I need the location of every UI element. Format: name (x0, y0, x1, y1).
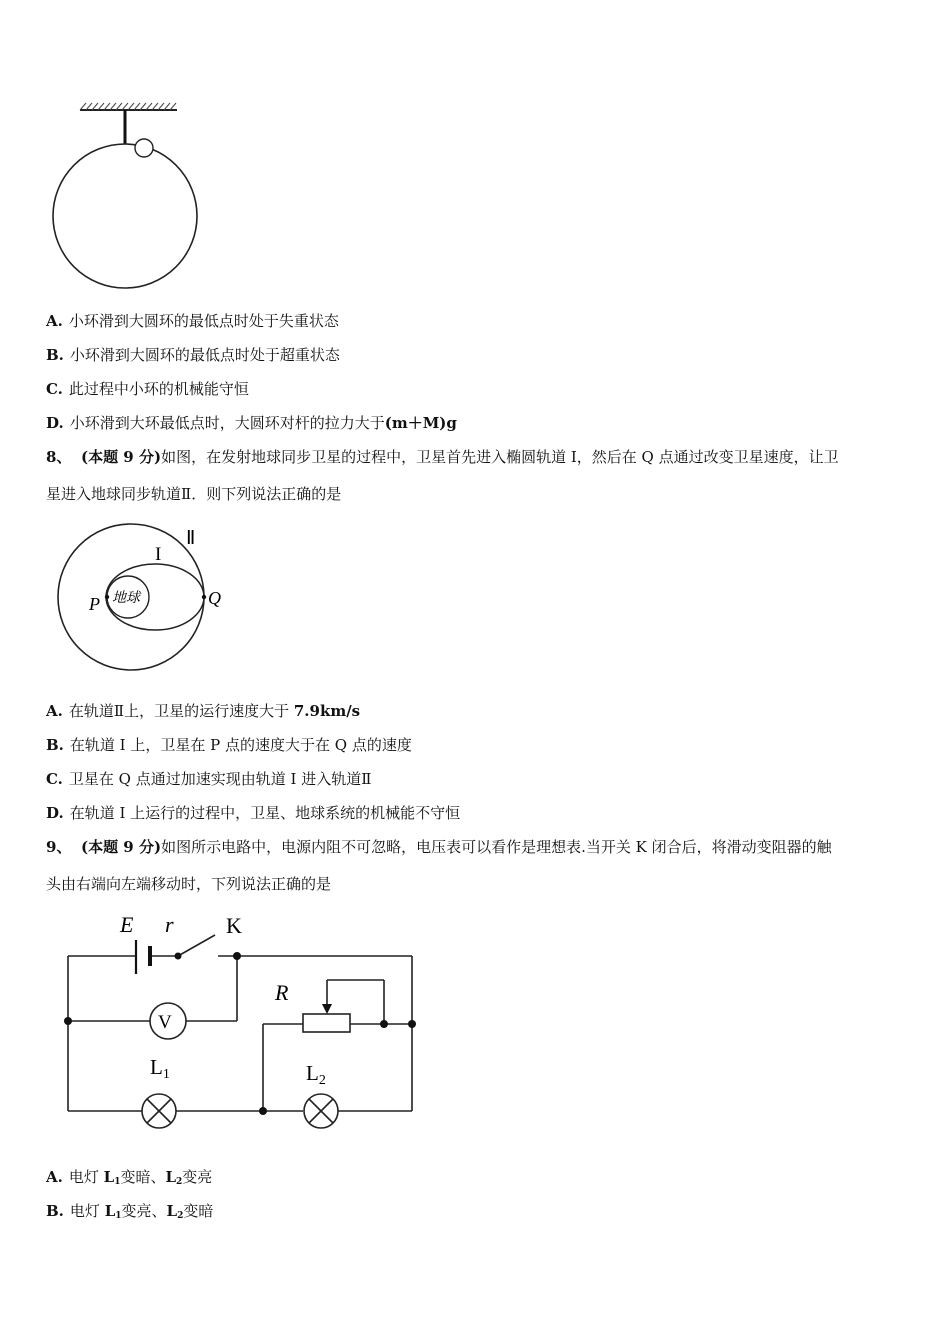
q8-option-d[interactable]: D. 在轨道 I 上运行的过程中，卫星、地球系统的机械能不守恒 (46, 804, 461, 822)
q9-stem-line2: 头由右端向左端移动时，下列说法正确的是 (46, 875, 332, 893)
voltmeter-v (150, 1003, 186, 1039)
label-p: P (89, 594, 100, 614)
slider-arrow (322, 1004, 332, 1014)
label-l1: L1 (150, 1055, 170, 1082)
label-r: r (165, 912, 174, 937)
lamp-l1 (142, 1094, 176, 1128)
junction-dots (64, 952, 416, 1115)
circuit-figure (50, 902, 440, 1142)
q8-stem-line1: 8、 (本题 9 分)如图，在发射地球同步卫星的过程中，卫星首先进入椭圆轨道 I，然后在 Q 点通过改变卫星速度，让卫 (46, 448, 839, 466)
earth-label: 地球 (112, 590, 140, 606)
battery-symbol (136, 940, 150, 974)
q7-option-a[interactable]: A. 小环滑到大圆环的最低点时处于失重状态 (46, 312, 339, 330)
q8-option-c[interactable]: C. 卫星在 Q 点通过加速实现由轨道 I 进入轨道Ⅱ (46, 770, 372, 788)
big-ring (53, 144, 197, 288)
rheostat-r (303, 1014, 350, 1032)
q8-option-b[interactable]: B. 在轨道 I 上，卫星在 P 点的速度大于在 Q 点的速度 (46, 736, 412, 754)
svg-text:V: V (158, 1012, 172, 1033)
label-orbit-i: I (155, 544, 162, 565)
label-e: E (120, 912, 134, 937)
label-orbit-ii: Ⅱ (186, 528, 196, 549)
ceiling (80, 103, 177, 110)
point-q (202, 595, 206, 599)
label-k: K (226, 913, 242, 938)
q9-option-a[interactable]: A. 电灯 $L_1$变暗、$L_2$变亮 (46, 1168, 213, 1187)
label-rheostat: R (275, 980, 289, 1005)
orbit-figure (44, 518, 244, 676)
q9-option-b[interactable]: B. 电灯 $L_1$变亮、$L_2$变暗 (46, 1202, 214, 1221)
q8-stem-line2: 星进入地球同步轨道Ⅱ．则下列说法正确的是 (46, 485, 342, 503)
lamp-l2 (304, 1094, 338, 1128)
q8-option-a[interactable]: A. 在轨道Ⅱ上，卫星的运行速度大于 7.9km/s (46, 702, 361, 720)
switch-k (175, 935, 216, 960)
q7-option-c[interactable]: C. 此过程中小环的机械能守恒 (46, 380, 249, 398)
q7-option-b[interactable]: B. 小环滑到大圆环的最低点时处于超重状态 (46, 346, 340, 364)
small-ring (135, 139, 153, 157)
label-q: Q (208, 588, 221, 608)
point-p (105, 595, 109, 599)
q9-stem-line1: 9、 (本题 9 分)如图所示电路中，电源内阻不可忽略，电压表可以看作是理想表.当开关 K 闭合后，将滑动变阻器的触 (46, 838, 832, 856)
label-l2: L2 (306, 1061, 326, 1088)
hanging-ring-figure (40, 95, 210, 300)
q7-option-d[interactable]: D. 小环滑到大环最低点时，大圆环对杆的拉力大于(m＋M)g (46, 414, 457, 432)
